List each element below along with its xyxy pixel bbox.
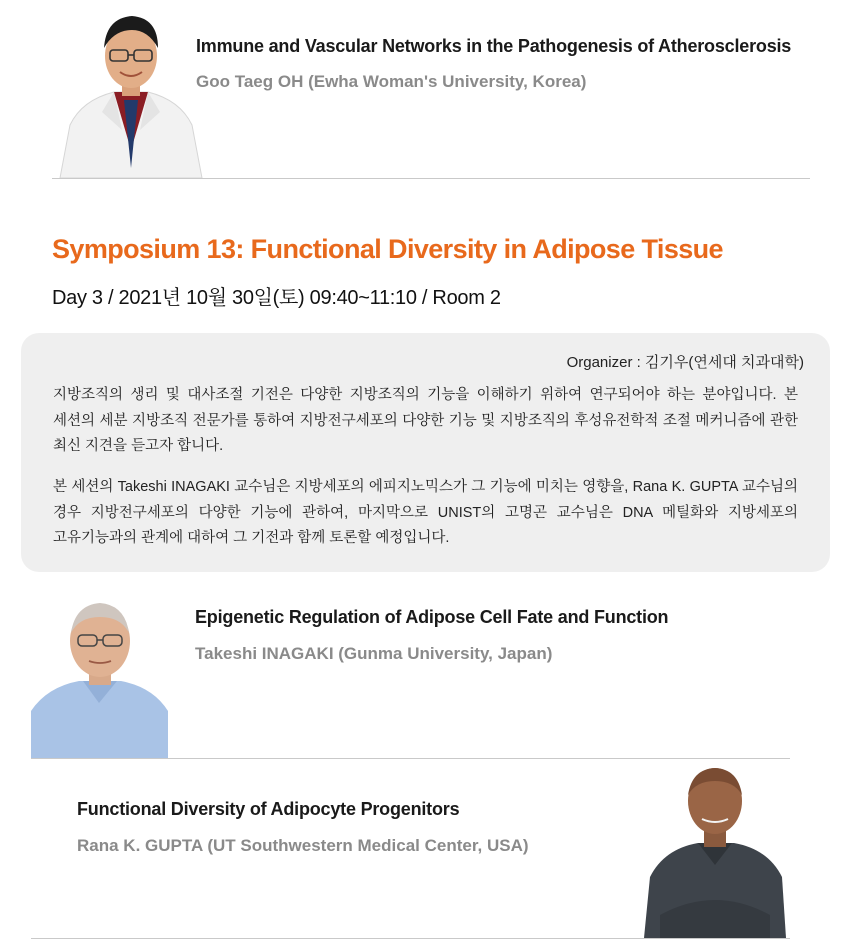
description-paragraph: 본 세션의 Takeshi INAGAKI 교수님은 지방세포의 에피지노믹스가 그 기능에 미치는 영향을, Rana K. GUPTA 교수님의 경우 지방전구세포의 다양한 기능에 관하여, 마지막으로 UNIST의 고명곤 교수님은 DNA 메틸화와 지방세포의 고유기능과의 관계에 대하여 그 기전과 함께 토론할 예정입니다. <box>53 479 798 546</box>
organizer: Organizer : 김기우(연세대 치과대학) <box>566 354 804 371</box>
speaker-photo-goo-taeg-oh <box>52 0 210 178</box>
symposium-title: Symposium 13: Functional Diversity in Adipose Tissue <box>52 234 723 264</box>
symposium-datetime: Day 3 / 2021년 10월 30일(토) 09:40~11:10 / Room 2 <box>52 287 501 309</box>
divider <box>31 938 790 939</box>
talk-title: Immune and Vascular Networks in the Pathogenesis of Atherosclerosis <box>196 36 792 56</box>
talk-title: Epigenetic Regulation of Adipose Cell Fate and Function <box>195 607 669 627</box>
description-paragraph: 지방조직의 생리 및 대사조절 기전은 다양한 지방조직의 기능을 이해하기 위하여 연구되어야 하는 분야입니다. 본 세션의 세분 지방조직 전문가를 통하여 지방전구세포의 다양한 기능 및 지방조직의 후성유전학적 조절 메커니즘에 관한 최신 지견을 듣고자 합니다. <box>53 387 798 454</box>
symposium-description-box <box>21 333 830 572</box>
talk-speaker: Goo Taeg OH (Ewha Woman's University, Korea) <box>196 72 587 91</box>
speaker-photo-rana-gupta <box>640 765 790 938</box>
divider <box>52 178 810 179</box>
divider <box>31 758 790 759</box>
talk-title: Functional Diversity of Adipocyte Progenitors <box>77 799 460 819</box>
speaker-photo-takeshi-inagaki <box>31 599 168 758</box>
talk-speaker: Takeshi INAGAKI (Gunma University, Japan) <box>195 644 553 663</box>
talk-speaker: Rana K. GUPTA (UT Southwestern Medical Center, USA) <box>77 836 529 855</box>
